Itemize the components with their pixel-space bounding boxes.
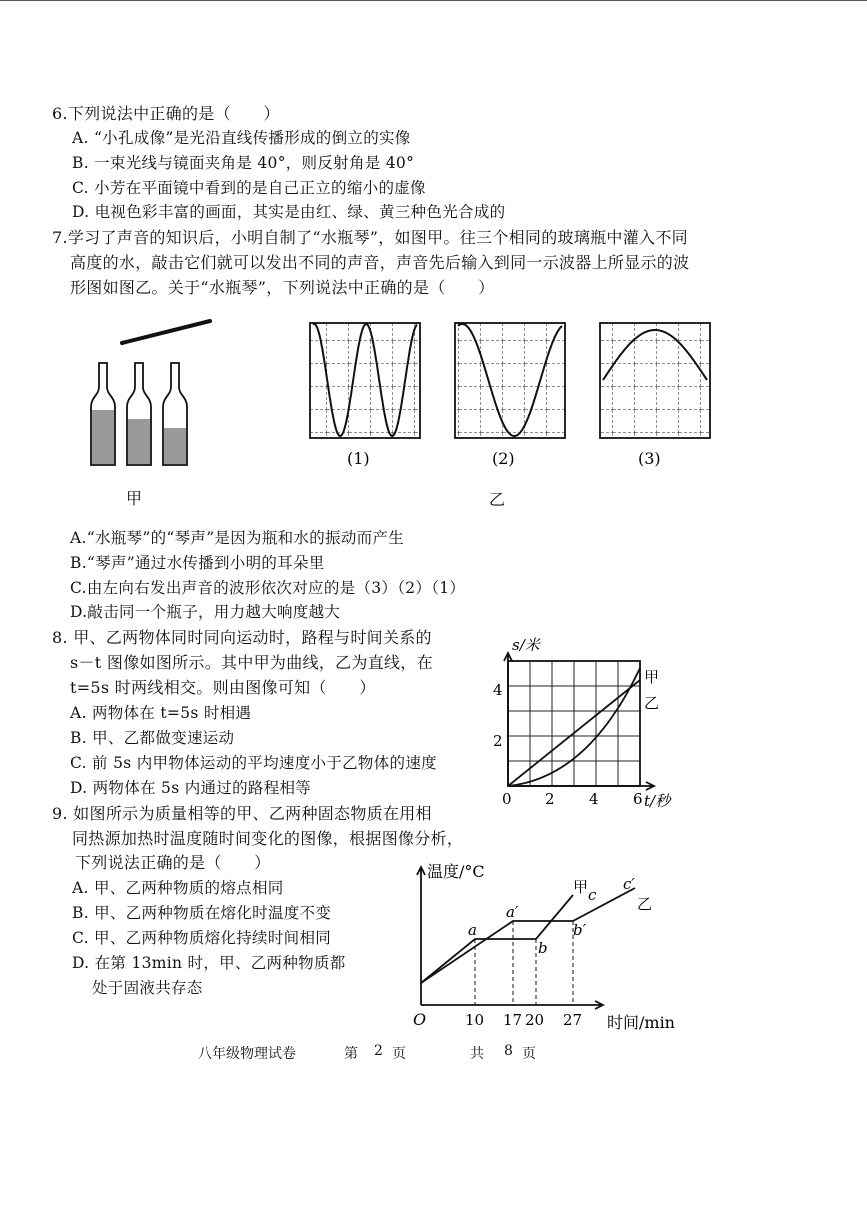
st-ytick-2: 2 <box>493 732 503 750</box>
q9-stem-line1: 9. 如图所示为质量相等的甲、乙两种固态物质在用相 <box>52 804 432 823</box>
point-c-prime: c′ <box>623 875 635 893</box>
footer-page-prefix: 第 <box>344 1046 358 1062</box>
st-xlabel: t/秒 <box>644 792 671 810</box>
temp-y-axis <box>417 867 425 1005</box>
st-chart-grid <box>508 661 640 786</box>
st-chart <box>478 628 678 818</box>
q8-stem-line3: t=5s 时两线相交。则由图像可知（ ） <box>70 678 376 697</box>
point-b-prime: b′ <box>573 921 587 939</box>
footer-title: 八年级物理试卷 <box>198 1046 296 1062</box>
st-xtick-4: 4 <box>589 790 599 808</box>
temp-xtick-20: 20 <box>525 1011 545 1029</box>
waveform-1 <box>310 323 420 438</box>
st-y-axis <box>504 653 512 786</box>
striking-stick <box>122 321 210 343</box>
q7-option-c: C.由左向右发出声音的波形依次对应的是（3）（2）（1） <box>70 579 466 597</box>
point-a: a <box>468 921 477 939</box>
series-jia-line <box>421 895 573 983</box>
temp-origin: O <box>413 1010 427 1029</box>
water-1 <box>92 410 114 464</box>
q6-stem: 6.下列说法中正确的是（ ） <box>52 104 280 123</box>
q9-option-d: D. 在第 13min 时，甲、乙两种物质都 <box>72 954 346 972</box>
waveform-2 <box>455 323 565 438</box>
temp-ylabel: 温度/°C <box>427 862 485 881</box>
fig-jia-label: 甲 <box>126 489 143 508</box>
bottle-1 <box>91 363 115 465</box>
q6-option-a: A. “小孔成像”是光沿直线传播形成的倒立的实像 <box>72 129 411 147</box>
footer-total-suffix: 页 <box>522 1046 536 1062</box>
st-ylabel: s/米 <box>512 636 540 654</box>
waveform-3 <box>600 323 710 438</box>
q9-stem-line3: 下列说法正确的是（ ） <box>75 853 271 872</box>
q9-option-b: B. 甲、乙两种物质在熔化时温度不变 <box>72 904 332 922</box>
bottles-figure <box>85 315 225 475</box>
temp-xtick-10: 10 <box>465 1011 485 1029</box>
q8-option-d: D. 两物体在 5s 内通过的路程相等 <box>70 779 312 797</box>
q8-stem-line1: 8. 甲、乙两物体同时同向运动时，路程与时间关系的 <box>52 628 432 647</box>
q9-option-c: C. 甲、乙两种物质熔化持续时间相同 <box>72 929 332 947</box>
waveforms-figure <box>305 318 725 468</box>
water-2 <box>128 419 150 464</box>
temp-series-jia-label: 甲 <box>573 878 589 896</box>
temp-x-axis <box>421 1001 603 1009</box>
q9-option-a: A. 甲、乙两种物质的熔点相同 <box>72 879 284 897</box>
st-xtick-6: 6 <box>633 790 643 808</box>
q8-option-a: A. 两物体在 t=5s 时相遇 <box>70 704 252 722</box>
q7-stem-line1: 7.学习了声音的知识后，小明自制了“水瓶琴”，如图甲。往三个相同的玻璃瓶中灌入不同 <box>52 228 688 247</box>
q6-option-d: D. 电视色彩丰富的画面，其实是由红、绿、黄三种色光合成的 <box>72 203 506 221</box>
st-ytick-4: 4 <box>493 681 503 699</box>
q9-option-d-cont: 处于固液共存态 <box>92 979 203 997</box>
temp-guide-lines <box>475 921 573 1005</box>
footer-total-num: 8 <box>504 1043 513 1059</box>
q8-stem-line2: s－t 图像如图所示。其中甲为曲线，乙为直线，在 <box>70 653 433 672</box>
wave-label-2: (2) <box>492 449 515 468</box>
footer-page-suffix: 页 <box>392 1046 406 1062</box>
temp-series-yi-label: 乙 <box>637 895 653 913</box>
series-yi-line <box>421 888 635 983</box>
st-origin: 0 <box>502 790 512 808</box>
bottle-3 <box>163 363 187 465</box>
footer-page-num: 2 <box>374 1043 383 1059</box>
wave-label-3: (3) <box>638 449 661 468</box>
q6-option-c: C. 小芳在平面镜中看到的是自己正立的缩小的虚像 <box>72 179 426 197</box>
top-border <box>0 0 867 1</box>
point-b: b <box>538 939 548 957</box>
temp-xlabel: 时间/min <box>607 1013 675 1032</box>
point-a-prime: a′ <box>506 903 519 921</box>
water-3 <box>164 428 186 464</box>
q6-option-b: B. 一束光线与镜面夹角是 40°，则反射角是 40° <box>72 154 415 172</box>
q7-option-d: D.敲击同一个瓶子，用力越大响度越大 <box>70 603 341 621</box>
footer-total-prefix: 共 <box>470 1046 484 1062</box>
q7-option-a: A.“水瓶琴”的“琴声”是因为瓶和水的振动而产生 <box>70 529 405 547</box>
temp-xtick-17: 17 <box>503 1011 523 1029</box>
q7-option-b: B.“琴声”通过水传播到小明的耳朵里 <box>70 554 325 572</box>
q8-option-c: C. 前 5s 内甲物体运动的平均速度小于乙物体的速度 <box>70 754 437 772</box>
wave-label-1: (1) <box>347 449 370 468</box>
q7-stem-line3: 形图如图乙。关于“水瓶琴”，下列说法中正确的是（ ） <box>70 278 495 297</box>
temp-chart <box>405 855 695 1035</box>
q7-stem-line2: 高度的水，敲击它们就可以发出不同的声音，声音先后输入到同一示波器上所显示的波 <box>70 253 690 272</box>
st-series-yi-label: 乙 <box>644 694 660 712</box>
q8-option-b: B. 甲、乙都做变速运动 <box>70 729 235 747</box>
st-series-jia-label: 甲 <box>644 668 660 686</box>
st-xtick-2: 2 <box>545 790 555 808</box>
point-c: c <box>588 886 597 904</box>
bottle-2 <box>127 363 151 465</box>
fig-yi-label: 乙 <box>489 490 506 509</box>
temp-xtick-27: 27 <box>563 1011 583 1029</box>
q9-stem-line2: 同热源加热时温度随时间变化的图像，根据图像分析， <box>72 829 464 848</box>
